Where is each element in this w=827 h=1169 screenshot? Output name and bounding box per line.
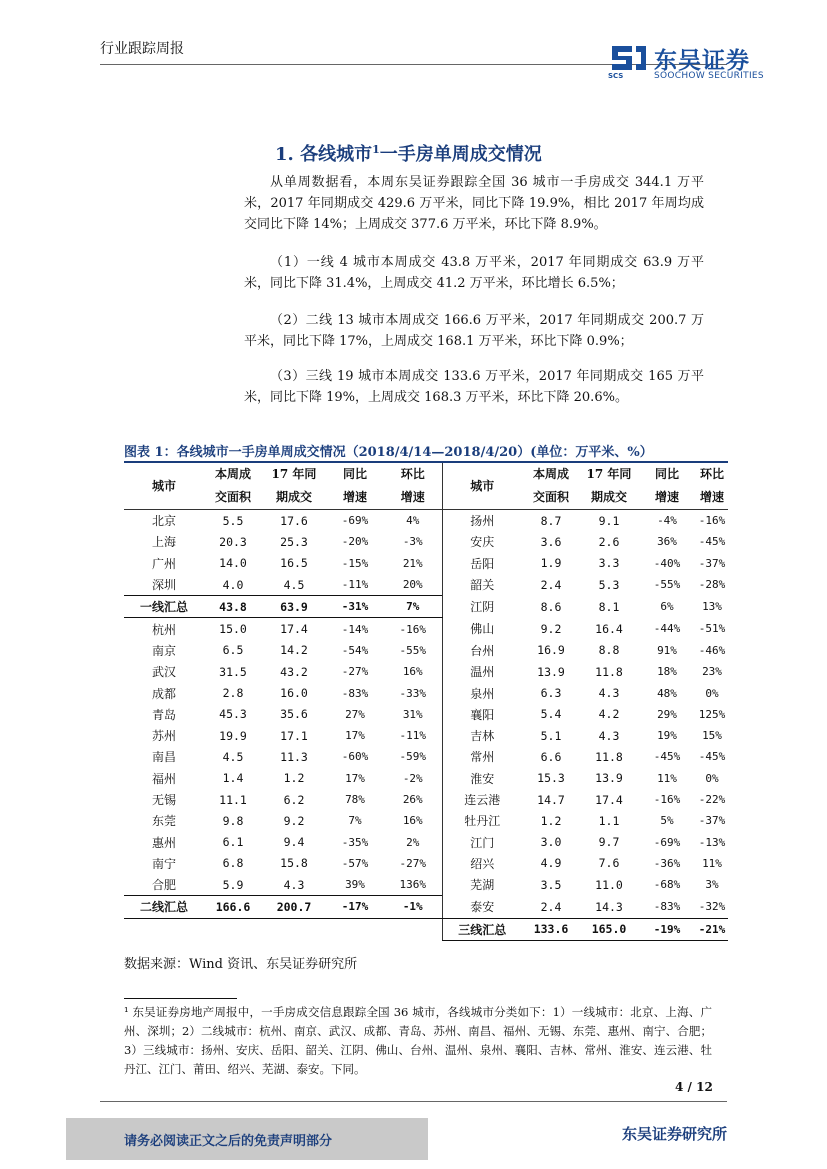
- right-yoy-cell: 91%: [657, 643, 677, 657]
- right-yoy-cell: 18%: [657, 665, 677, 679]
- left-week-area-cell: 31.5: [219, 664, 247, 679]
- right-mom-cell: 125%: [698, 707, 726, 721]
- left-mom-cell: 4%: [406, 514, 420, 528]
- left-last-year-cell: 4.3: [283, 877, 305, 892]
- right-mom-cell: -13%: [698, 835, 726, 849]
- left-yoy-cell: -57%: [341, 856, 369, 870]
- footer-divider: [100, 1101, 727, 1102]
- left-week-area-cell: 2.8: [222, 686, 244, 701]
- left-mom-cell: -11%: [399, 729, 426, 743]
- right-last-year-cell: 165.0: [580, 918, 638, 940]
- left-mom-cell: 31%: [402, 707, 423, 721]
- table-row: [124, 640, 728, 661]
- left-mom-cell: 16%: [402, 814, 423, 828]
- footnote-reference[interactable]: 1: [372, 143, 380, 156]
- left-last-year-cell: 1.2: [283, 771, 305, 786]
- left-mom-cell: 7%: [384, 596, 442, 618]
- right-yoy-cell: -16%: [653, 793, 681, 806]
- left-yoy-cell: -14%: [341, 622, 369, 636]
- left-mom-cell: -2%: [402, 771, 423, 785]
- left-last-year-cell: 43.2: [280, 664, 308, 679]
- right-last-year-cell: 11.8: [595, 664, 623, 679]
- data-source-note: 数据来源：Wind 资讯、东吴证券研究所: [124, 957, 358, 972]
- left-city-cell: 无锡: [151, 793, 176, 807]
- right-last-year-cell: 17.4: [595, 792, 623, 807]
- logo-name-cn: 东吴证券: [654, 48, 750, 74]
- table-row: [124, 531, 728, 552]
- left-last-year-cell: 25.3: [280, 534, 308, 549]
- left-week-area-cell: 166.6: [204, 896, 262, 918]
- left-yoy-cell: 27%: [345, 707, 365, 721]
- left-mom-cell: -16%: [399, 622, 426, 636]
- right-yoy-cell: 19%: [657, 729, 677, 743]
- right-mom-cell: 15%: [702, 729, 722, 743]
- left-last-year-cell: 200.7: [262, 896, 326, 918]
- left-last-year-cell: 17.1: [280, 728, 308, 743]
- right-city-cell: 江门: [442, 831, 522, 852]
- right-last-year-cell: 2.6: [598, 534, 620, 549]
- right-week-area-cell: 8.6: [540, 599, 562, 614]
- right-mom-cell: 23%: [702, 665, 722, 679]
- right-yoy-cell: -4%: [657, 514, 677, 528]
- left-city-cell: [124, 918, 204, 940]
- left-city-cell: 武汉: [151, 665, 176, 680]
- left-yoy-cell: -35%: [341, 835, 369, 849]
- table-header-row: [124, 463, 728, 510]
- right-city-cell: 韶关: [442, 574, 522, 596]
- left-week-area-cell: 9.8: [222, 813, 244, 828]
- left-last-year-cell: 17.4: [280, 622, 308, 637]
- right-last-year-cell: 1.1: [598, 813, 620, 828]
- header-city-right: 城市: [442, 463, 522, 510]
- left-city-cell: 杭州: [151, 622, 176, 637]
- header-week-right: 本周成 交面积: [522, 463, 580, 510]
- left-last-year-cell: 35.6: [280, 707, 308, 722]
- left-yoy-cell: -69%: [341, 514, 369, 528]
- right-mom-cell: -46%: [698, 643, 726, 657]
- table-row: [124, 789, 728, 810]
- left-city-cell: 上海: [151, 535, 176, 550]
- left-mom-cell: -27%: [399, 856, 426, 870]
- left-city-cell: 深圳: [151, 578, 176, 593]
- left-city-cell: 南京: [151, 643, 176, 658]
- right-last-year-cell: 14.3: [580, 896, 638, 918]
- right-yoy-cell: -45%: [653, 750, 681, 764]
- right-yoy-cell: 48%: [657, 686, 677, 700]
- right-week-area-cell: 6.3: [540, 686, 562, 701]
- right-city-cell: 牡丹江: [442, 810, 522, 831]
- left-yoy-cell: -15%: [341, 556, 369, 570]
- right-mom-cell: -37%: [698, 556, 726, 570]
- header-week: 本周成 交面积: [204, 463, 262, 510]
- right-last-year-cell: 8.8: [598, 643, 620, 658]
- left-yoy-cell: -31%: [326, 596, 384, 618]
- table-row: [124, 831, 728, 852]
- right-mom-cell: 0%: [705, 771, 719, 785]
- right-last-year-cell: 5.3: [598, 577, 620, 592]
- left-city-cell: 苏州: [151, 729, 176, 744]
- left-yoy-cell: -27%: [341, 665, 369, 679]
- left-yoy-cell: -11%: [341, 578, 369, 592]
- right-week-area-cell: 3.5: [540, 877, 562, 892]
- right-week-area-cell: 2.4: [540, 577, 562, 592]
- right-last-year-cell: 9.1: [598, 513, 620, 528]
- right-week-area-cell: 8.7: [540, 513, 562, 528]
- left-week-area-cell: 5.9: [222, 877, 244, 892]
- left-week-area-cell: [204, 918, 262, 940]
- right-week-area-cell: 14.7: [537, 792, 565, 807]
- right-yoy-cell: 36%: [657, 535, 677, 549]
- left-last-year-cell: 11.3: [280, 749, 308, 764]
- right-week-area-cell: 13.9: [537, 664, 565, 679]
- left-city-cell: 青岛: [151, 707, 176, 722]
- right-yoy-cell: -19%: [638, 918, 696, 940]
- left-last-year-cell: 17.6: [280, 513, 308, 528]
- left-week-area-cell: 6.5: [222, 643, 244, 658]
- left-mom-cell: 16%: [402, 665, 423, 679]
- left-mom-cell: -3%: [402, 535, 423, 549]
- section-number: 1.: [275, 144, 294, 165]
- header-last-year-right: 17 年同 期成交: [580, 463, 638, 510]
- right-city-cell: 常州: [442, 746, 522, 767]
- right-city-cell: 连云港: [442, 789, 522, 810]
- right-mom-cell: -45%: [698, 535, 726, 549]
- left-yoy-cell: -17%: [326, 896, 384, 918]
- right-last-year-cell: 3.3: [598, 556, 620, 571]
- left-last-year-cell: 9.4: [283, 835, 305, 850]
- table-row: [124, 661, 728, 682]
- header-yoy: 同比 增速: [326, 463, 384, 510]
- left-yoy-cell: 17%: [345, 771, 365, 785]
- right-city-cell: 淮安: [442, 768, 522, 789]
- left-week-area-cell: 15.0: [219, 622, 247, 637]
- paragraph-tier2: （2）二线 13 城市本周成交 166.6 万平米，2017 年同期成交 200.7 万平米，同比下降 17%，上周成交 168.1 万平米，环比下降 0.9%；: [244, 313, 704, 349]
- left-city-cell: 南宁: [151, 856, 176, 871]
- right-yoy-cell: -36%: [653, 856, 681, 870]
- right-mom-cell: 11%: [702, 856, 722, 870]
- left-mom-cell: 21%: [402, 556, 423, 570]
- left-yoy-cell: 39%: [345, 878, 365, 892]
- right-yoy-cell: -55%: [653, 578, 681, 592]
- left-yoy-cell: 17%: [345, 729, 365, 743]
- right-yoy-cell: 6%: [660, 600, 674, 614]
- left-mom-cell: -59%: [399, 750, 426, 764]
- table-row: [124, 853, 728, 874]
- right-city-cell: 泉州: [442, 682, 522, 703]
- left-last-year-cell: 9.2: [283, 813, 305, 828]
- left-week-area-cell: 1.4: [222, 771, 244, 786]
- institute-name: 东吴证券研究所: [622, 1125, 728, 1143]
- right-last-year-cell: 11.0: [595, 877, 623, 892]
- right-yoy-cell: -83%: [638, 896, 696, 918]
- left-week-area-cell: 6.8: [222, 856, 244, 871]
- right-last-year-cell: 13.9: [595, 771, 623, 786]
- table-row: [124, 596, 728, 618]
- right-week-area-cell: 16.9: [537, 643, 565, 658]
- right-mom-cell: 0%: [705, 686, 719, 700]
- right-yoy-cell: -69%: [653, 835, 681, 849]
- report-type-label: 行业跟踪周报: [100, 41, 184, 57]
- left-week-area-cell: 43.8: [204, 596, 262, 618]
- logo-mark-text: SCS: [608, 72, 624, 80]
- right-city-cell: 芜湖: [442, 874, 522, 896]
- right-city-cell: 绍兴: [442, 853, 522, 874]
- page-number: 4 / 12: [675, 1080, 713, 1094]
- right-city-cell: 江阴: [442, 596, 522, 618]
- left-city-cell: 南昌: [151, 750, 176, 765]
- right-last-year-cell: 4.3: [598, 728, 620, 743]
- left-yoy-cell: -60%: [341, 750, 369, 764]
- right-city-cell: 泰安: [442, 896, 522, 918]
- right-mom-cell: 3%: [705, 878, 719, 892]
- header-city: 城市: [124, 463, 204, 510]
- right-week-area-cell: 2.4: [522, 896, 580, 918]
- soochow-logo: [606, 40, 776, 88]
- right-yoy-cell: -44%: [653, 622, 681, 636]
- left-city-cell: 成都: [151, 686, 176, 701]
- left-city-cell: 一线汇总: [124, 596, 204, 618]
- left-week-area-cell: 5.5: [222, 513, 244, 528]
- left-yoy-cell: 78%: [345, 793, 365, 806]
- right-mom-cell: -51%: [698, 622, 726, 636]
- table-row: [124, 746, 728, 767]
- header-yoy-right: 同比 增速: [638, 463, 696, 510]
- table-row: [124, 510, 728, 532]
- left-yoy-cell: -83%: [341, 686, 369, 700]
- right-city-cell: 安庆: [442, 531, 522, 552]
- right-mom-cell: -37%: [698, 814, 726, 828]
- right-city-cell: 温州: [442, 661, 522, 682]
- right-city-cell: 扬州: [442, 510, 522, 532]
- right-last-year-cell: 4.2: [598, 707, 620, 722]
- left-last-year-cell: 14.2: [280, 643, 308, 658]
- left-city-cell: 二线汇总: [124, 896, 204, 918]
- disclaimer-banner: [66, 1118, 428, 1160]
- header-mom-right: 环比 增速: [696, 463, 728, 510]
- right-last-year-cell: 16.4: [595, 621, 623, 636]
- left-last-year-cell: 15.8: [280, 856, 308, 871]
- right-mom-cell: -16%: [698, 514, 726, 528]
- left-week-area-cell: 20.3: [219, 534, 247, 549]
- left-week-area-cell: 11.1: [219, 792, 247, 807]
- table-row: [124, 682, 728, 703]
- left-week-area-cell: 19.9: [219, 728, 247, 743]
- left-mom-cell: -1%: [384, 896, 442, 918]
- left-mom-cell: 26%: [402, 793, 423, 806]
- right-yoy-cell: 11%: [657, 771, 677, 785]
- left-mom-cell: [384, 918, 442, 940]
- right-mom-cell: -21%: [696, 918, 728, 940]
- right-last-year-cell: 8.1: [598, 599, 620, 614]
- right-week-area-cell: 9.2: [540, 621, 562, 636]
- right-week-area-cell: 6.6: [540, 749, 562, 764]
- right-last-year-cell: 4.3: [598, 686, 620, 701]
- table-row: [124, 768, 728, 789]
- right-city-cell: 佛山: [442, 618, 522, 640]
- right-mom-cell: -28%: [698, 578, 726, 592]
- right-week-area-cell: 5.4: [540, 707, 562, 722]
- right-city-cell: 三线汇总: [442, 918, 522, 940]
- left-last-year-cell: 63.9: [262, 596, 326, 618]
- left-city-cell: 北京: [151, 514, 176, 529]
- right-week-area-cell: 1.9: [540, 556, 562, 571]
- right-mom-cell: -32%: [696, 896, 728, 918]
- left-yoy-cell: -54%: [341, 643, 369, 657]
- left-city-cell: 合肥: [151, 878, 176, 893]
- right-yoy-cell: 5%: [660, 814, 674, 828]
- left-last-year-cell: 16.5: [280, 556, 308, 571]
- city-transaction-table: [124, 463, 728, 941]
- left-mom-cell: -55%: [399, 643, 426, 657]
- right-mom-cell: -45%: [698, 750, 726, 764]
- left-yoy-cell: -20%: [341, 535, 369, 549]
- left-city-cell: 惠州: [151, 835, 176, 850]
- section-title: [275, 140, 542, 166]
- left-week-area-cell: 4.5: [222, 749, 244, 764]
- footnote-text: ¹ 东吴证券房地产周报中，一手房成交信息跟踪全国 36 城市，各线城市分类如下：1）一线城市：北京、上海、广州、深圳；2）二线城市：杭州、南京、武汉、成都、青岛、苏州、南昌、福州、无锡、东莞、惠州、南宁、合肥；3）三线城市：扬州、安庆、岳阳、韶关、江阴、佛山、台州、温州、泉州、襄阳、吉林、常州、淮安、连云港、牡丹江、江门、莆田、绍兴、芜湖、泰安。下同。: [124, 1005, 712, 1076]
- right-week-area-cell: 3.6: [540, 534, 562, 549]
- logo-name-en: SOOCHOW SECURITIES: [654, 71, 764, 81]
- paragraph-tier3: （3）三线 19 城市本周成交 133.6 万平米，2017 年同期成交 165 万平米，同比下降 19%，上周成交 168.3 万平米，环比下降 20.6%。: [244, 369, 704, 405]
- left-week-area-cell: 45.3: [219, 707, 247, 722]
- disclaimer-text: 请务必阅读正文之后的免责声明部分: [124, 1134, 333, 1149]
- right-week-area-cell: 133.6: [522, 918, 580, 940]
- table-row: [124, 574, 728, 596]
- right-last-year-cell: 11.8: [595, 749, 623, 764]
- left-week-area-cell: 14.0: [219, 556, 247, 571]
- table-caption: 图表 1：各线城市一手房单周成交情况（2018/4/14—2018/4/20）(单位：万平米、%）: [124, 445, 653, 460]
- table-row: [124, 918, 728, 940]
- left-mom-cell: -33%: [399, 686, 426, 700]
- right-city-cell: 台州: [442, 640, 522, 661]
- right-yoy-cell: 29%: [657, 707, 677, 721]
- right-last-year-cell: 9.7: [598, 835, 620, 850]
- right-week-area-cell: 3.0: [540, 835, 562, 850]
- table-row: [124, 725, 728, 746]
- left-mom-cell: 136%: [399, 878, 426, 892]
- right-yoy-cell: -40%: [653, 556, 681, 570]
- right-mom-cell: 13%: [702, 600, 722, 614]
- table-row: [124, 810, 728, 831]
- right-week-area-cell: 15.3: [537, 771, 565, 786]
- right-week-area-cell: 1.2: [540, 813, 562, 828]
- paragraph-tier1: （1）一线 4 城市本周成交 43.8 万平米，2017 年同期成交 63.9 万平米，同比下降 31.4%，上周成交 41.2 万平米，环比增长 6.5%；: [244, 255, 704, 291]
- left-yoy-cell: 7%: [348, 814, 362, 828]
- right-week-area-cell: 5.1: [540, 728, 562, 743]
- section-title-part-b: 一手房单周成交情况: [379, 144, 542, 165]
- left-last-year-cell: 6.2: [283, 792, 305, 807]
- left-week-area-cell: 6.1: [222, 835, 244, 850]
- left-week-area-cell: 4.0: [222, 577, 244, 592]
- left-city-cell: 广州: [151, 556, 176, 571]
- left-last-year-cell: 4.5: [283, 577, 305, 592]
- right-city-cell: 襄阳: [442, 704, 522, 725]
- left-last-year-cell: [262, 918, 326, 940]
- table-row: [124, 704, 728, 725]
- right-yoy-cell: -68%: [653, 878, 681, 892]
- right-last-year-cell: 7.6: [598, 856, 620, 871]
- header-mom: 环比 增速: [384, 463, 442, 510]
- paragraph-summary: 从单周数据看，本周东吴证券跟踪全国 36 城市一手房成交 344.1 万平米，2017 年同期成交 429.6 万平米，同比下降 19.9%，相比 2017 年周均成交同比下降 14%；上周成交 377.6 万平米，环比下降 8.9%。: [244, 175, 704, 232]
- section-title-part-a: 各线城市: [300, 144, 373, 165]
- right-city-cell: 吉林: [442, 725, 522, 746]
- header-last-year: 17 年同 期成交: [262, 463, 326, 510]
- table-row: [124, 896, 728, 918]
- right-city-cell: 岳阳: [442, 553, 522, 574]
- table-row: [124, 553, 728, 574]
- footnote-divider: [124, 998, 237, 999]
- right-week-area-cell: 4.9: [540, 856, 562, 871]
- right-mom-cell: -22%: [698, 793, 726, 806]
- table-row: [124, 618, 728, 640]
- left-mom-cell: 20%: [402, 578, 423, 592]
- left-yoy-cell: [326, 918, 384, 940]
- left-mom-cell: 2%: [406, 835, 420, 849]
- left-city-cell: 福州: [151, 771, 176, 786]
- left-last-year-cell: 16.0: [280, 686, 308, 701]
- table-row: [124, 874, 728, 896]
- left-city-cell: 东莞: [151, 814, 176, 829]
